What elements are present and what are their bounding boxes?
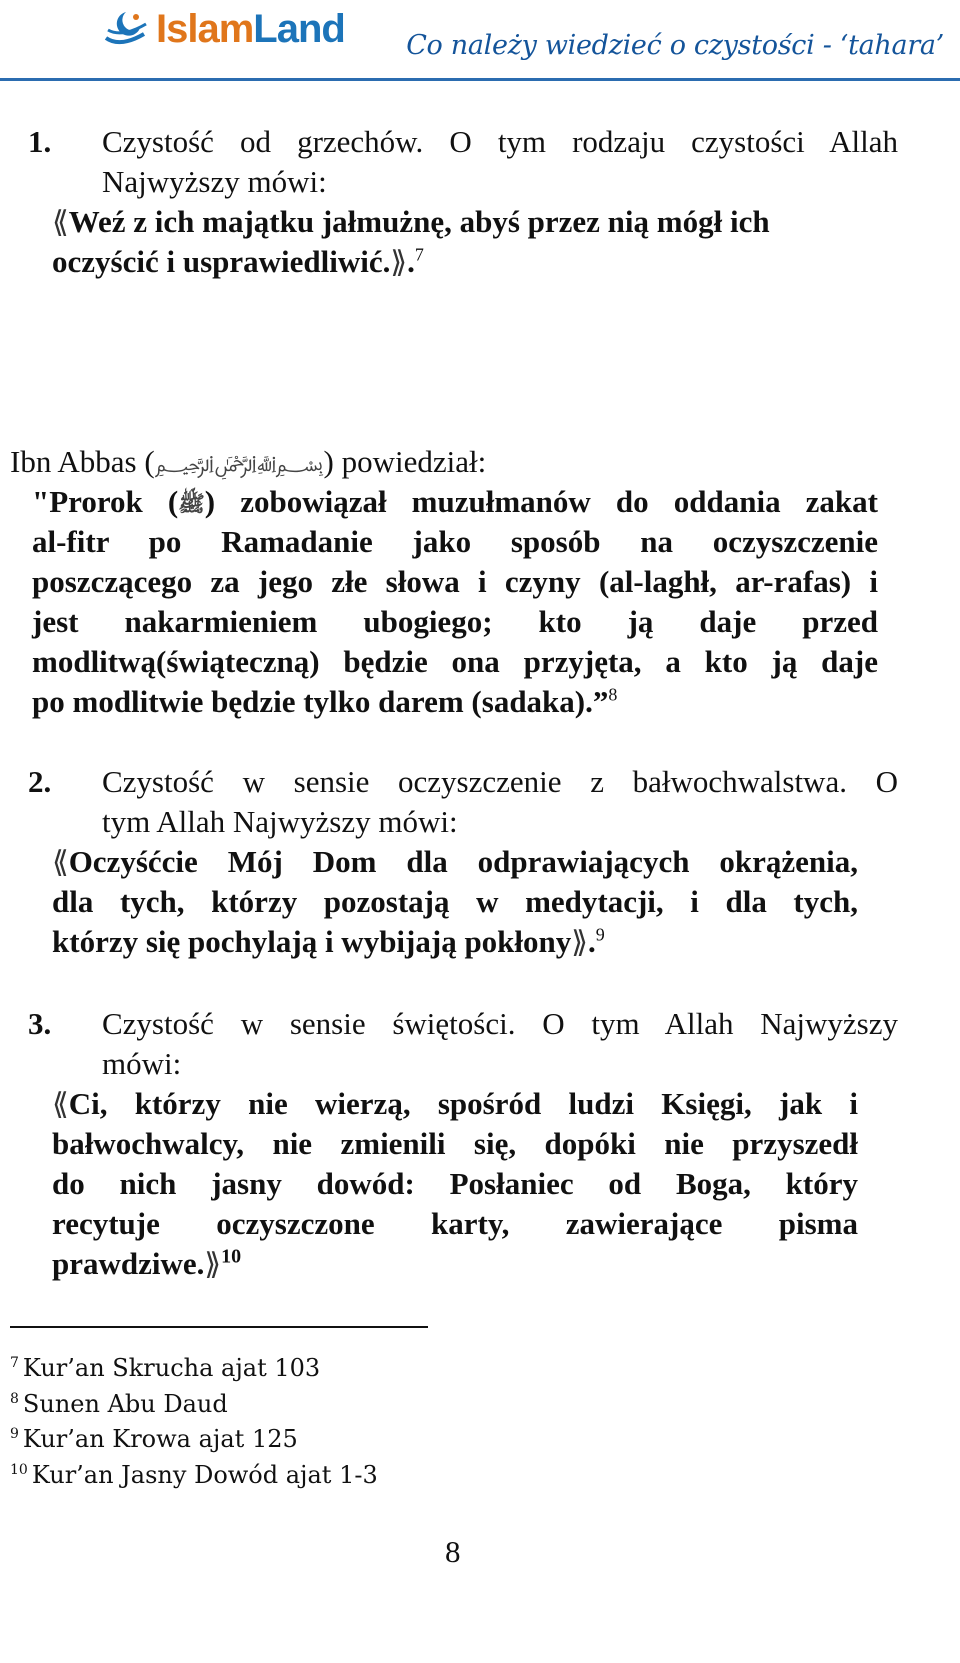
section-3-quote-line: bałwochwalcy, nie zmienili się, dopóki nie przyszedł xyxy=(52,1126,858,1161)
footnote-item: $^8$ Sunen Abu Daud xyxy=(10,1390,228,1418)
footnote-ref[interactable]: 8 xyxy=(608,684,618,705)
hadith-line: modlitwą(świąteczną) będzie ona przyjęta, a kto ją daje xyxy=(32,644,878,679)
hadith-line: po modlitwie będzie tylko darem (sadaka).”$^8$ xyxy=(32,684,618,719)
section-1-intro-line: Czystość od grzechów. O tym rodzaju czystości Allah xyxy=(102,124,898,159)
section-3-number: 3. xyxy=(28,1006,52,1041)
hadith-line: "Prorok (ﷺ) zobowiązał muzułmanów do oddania zakat xyxy=(32,484,879,519)
footnote-ref[interactable]: 10 xyxy=(221,1245,242,1268)
section-2-intro-line: Czystość w sensie oczyszczenie z bałwochwalstwa. O xyxy=(102,764,898,799)
honorific-calligraphy-icon: ﷽ xyxy=(154,451,324,477)
quote-close-ornament-icon: ⟫ xyxy=(390,246,408,279)
section-3-intro-line: mówi: xyxy=(102,1046,182,1081)
hadith-line: jest nakarmieniem ubogiego; kto ją daje przed xyxy=(32,604,878,639)
footnote-item: $^7$ Kur’an Skrucha ajat 103 xyxy=(10,1354,321,1382)
quote-open-ornament-icon: ⟪ xyxy=(52,846,69,879)
section-1-number: 1. xyxy=(28,124,52,159)
footnote-item: $^{10}$ Kur’an Jasny Dowód ajat 1-3 xyxy=(10,1461,378,1489)
footnote-item: $^9$ Kur’an Krowa ajat 125 xyxy=(10,1425,298,1453)
section-2-number: 2. xyxy=(28,764,52,799)
section-3-quote-line: ⟪Ci, którzy nie wierzą, spośród ludzi Księgi, jak i xyxy=(52,1086,858,1121)
globe-crescent-icon xyxy=(100,8,154,50)
hadith-line: poszczącego za jego złe słowa i czyny (al-laghł, ar-rafas) i xyxy=(32,564,878,599)
section-2-intro-line: tym Allah Najwyższy mówi: xyxy=(102,804,458,839)
hadith-line: al-fitr po Ramadanie jako sposób na oczyszczenie xyxy=(32,524,878,559)
footnote-ref[interactable]: 7 xyxy=(414,244,424,265)
islamland-logo[interactable] xyxy=(100,8,345,50)
document-title: Co należy wiedzieć o czystości - ‘tahara’ xyxy=(406,30,944,61)
quote-open-ornament-icon: ⟪ xyxy=(52,206,69,239)
footnote-ref[interactable]: 9 xyxy=(595,924,605,945)
quote-open-ornament-icon: ⟪ xyxy=(52,1088,69,1121)
section-3-intro-line: Czystość w sensie świętości. O tym Allah Najwyższy xyxy=(102,1006,898,1041)
hadith-intro: Ibn Abbas (﷽) powiedział: xyxy=(10,444,487,479)
section-1-quote-line: oczyścić i usprawiedliwić.⟫.$^7$ xyxy=(52,244,424,279)
section-2-quote-line: którzy się pochylają i wybijają pokłony⟫.$^9$ xyxy=(52,924,605,959)
section-2-quote-line: dla tych, którzy pozostają w medytacji, i dla tych, xyxy=(52,884,858,919)
section-2-quote-line: ⟪Oczyśćcie Mój Dom dla odprawiających okrążenia, xyxy=(52,844,858,879)
logo-text: IslamLand xyxy=(156,7,345,51)
quote-close-ornament-icon: ⟫ xyxy=(571,926,588,959)
section-1-quote-line: ⟪Weź z ich majątku jałmużnę, abyś przez nią mógł ich xyxy=(52,204,770,239)
section-3-quote-line: do nich jasny dowód: Posłaniec od Boga, który xyxy=(52,1166,858,1201)
section-1-intro-line: Najwyższy mówi: xyxy=(102,164,327,199)
section-3-quote-line: recytuje oczyszczone karty, zawierające pisma xyxy=(52,1206,858,1241)
page-number: 8 xyxy=(445,1534,461,1569)
footnote-separator xyxy=(10,1326,428,1328)
quote-close-ornament-icon: ⟫ xyxy=(204,1248,222,1281)
section-3-quote-line: prawdziwe.⟫$^{10}$ xyxy=(52,1245,242,1281)
header-divider xyxy=(0,78,960,81)
honorific-calligraphy-icon: ﷺ xyxy=(178,491,205,517)
page-header xyxy=(0,0,960,80)
